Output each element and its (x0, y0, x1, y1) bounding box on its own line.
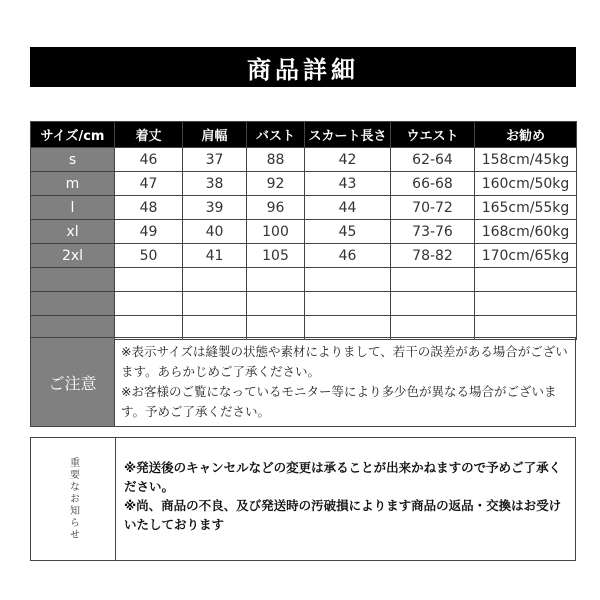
column-header: サイズ/cm (31, 122, 115, 148)
table-row (31, 196, 577, 220)
table-cell: 96 (247, 196, 305, 220)
table-cell: 160cm/50kg (475, 172, 577, 196)
size-label: xl (31, 220, 115, 244)
table-cell: 46 (305, 244, 391, 268)
important-notice-box (30, 437, 576, 561)
table-cell: 45 (305, 220, 391, 244)
table-cell: 100 (247, 220, 305, 244)
notice-label-cell (31, 438, 116, 560)
table-cell: 43 (305, 172, 391, 196)
table-cell: 40 (183, 220, 247, 244)
notice-line: ※発送後のキャンセルなどの変更は承ることが出来かねますので予めご了承ください。 (124, 460, 562, 494)
table-cell: 46 (115, 148, 183, 172)
table-cell: 38 (183, 172, 247, 196)
table-cell: 66-68 (391, 172, 475, 196)
table-cell: 37 (183, 148, 247, 172)
size-table (30, 121, 577, 340)
size-label: l (31, 196, 115, 220)
page-title: 商品詳細 (30, 47, 576, 87)
table-cell: 44 (305, 196, 391, 220)
table-cell: 165cm/55kg (475, 196, 577, 220)
table-cell: 42 (305, 148, 391, 172)
size-label: s (31, 148, 115, 172)
empty-row (31, 268, 577, 292)
notice-text (116, 438, 575, 560)
empty-row (31, 292, 577, 316)
notice-label: 重要なお知らせ (67, 457, 79, 541)
table-row (31, 148, 577, 172)
table-cell: 158cm/45kg (475, 148, 577, 172)
table-cell: 105 (247, 244, 305, 268)
caution-box (30, 337, 576, 427)
table-row (31, 244, 577, 268)
column-header: スカート長さ (305, 122, 391, 148)
caution-line: ※お客様のご覧になっているモニター等により多少色が異なる場合がございます。予めご了承ください。 (121, 384, 557, 419)
table-header-row (31, 122, 577, 148)
table-cell: 170cm/65kg (475, 244, 577, 268)
column-header: 肩幅 (183, 122, 247, 148)
caution-label: ご注意 (31, 338, 115, 427)
table-cell: 50 (115, 244, 183, 268)
column-header: バスト (247, 122, 305, 148)
column-header: 着丈 (115, 122, 183, 148)
size-label: 2xl (31, 244, 115, 268)
table-cell: 48 (115, 196, 183, 220)
notice-line: ※尚、商品の不良、及び発送時の汚破損によります商品の返品・交換はお受けいたしております (124, 498, 562, 532)
table-row (31, 220, 577, 244)
size-label: m (31, 172, 115, 196)
table-cell: 168cm/60kg (475, 220, 577, 244)
table-cell: 70-72 (391, 196, 475, 220)
caution-line: ※表示サイズは縫製の状態や素材によりまして、若干の誤差がある場合がございます。あらかじめご了承ください。 (121, 344, 568, 379)
caution-text (115, 338, 576, 427)
table-cell: 47 (115, 172, 183, 196)
column-header: お勧め (475, 122, 577, 148)
table-cell: 41 (183, 244, 247, 268)
column-header: ウエスト (391, 122, 475, 148)
table-cell: 49 (115, 220, 183, 244)
table-cell: 78-82 (391, 244, 475, 268)
table-cell: 39 (183, 196, 247, 220)
table-cell: 62-64 (391, 148, 475, 172)
table-cell: 92 (247, 172, 305, 196)
table-row (31, 172, 577, 196)
table-cell: 73-76 (391, 220, 475, 244)
empty-row (31, 316, 577, 340)
table-cell: 88 (247, 148, 305, 172)
